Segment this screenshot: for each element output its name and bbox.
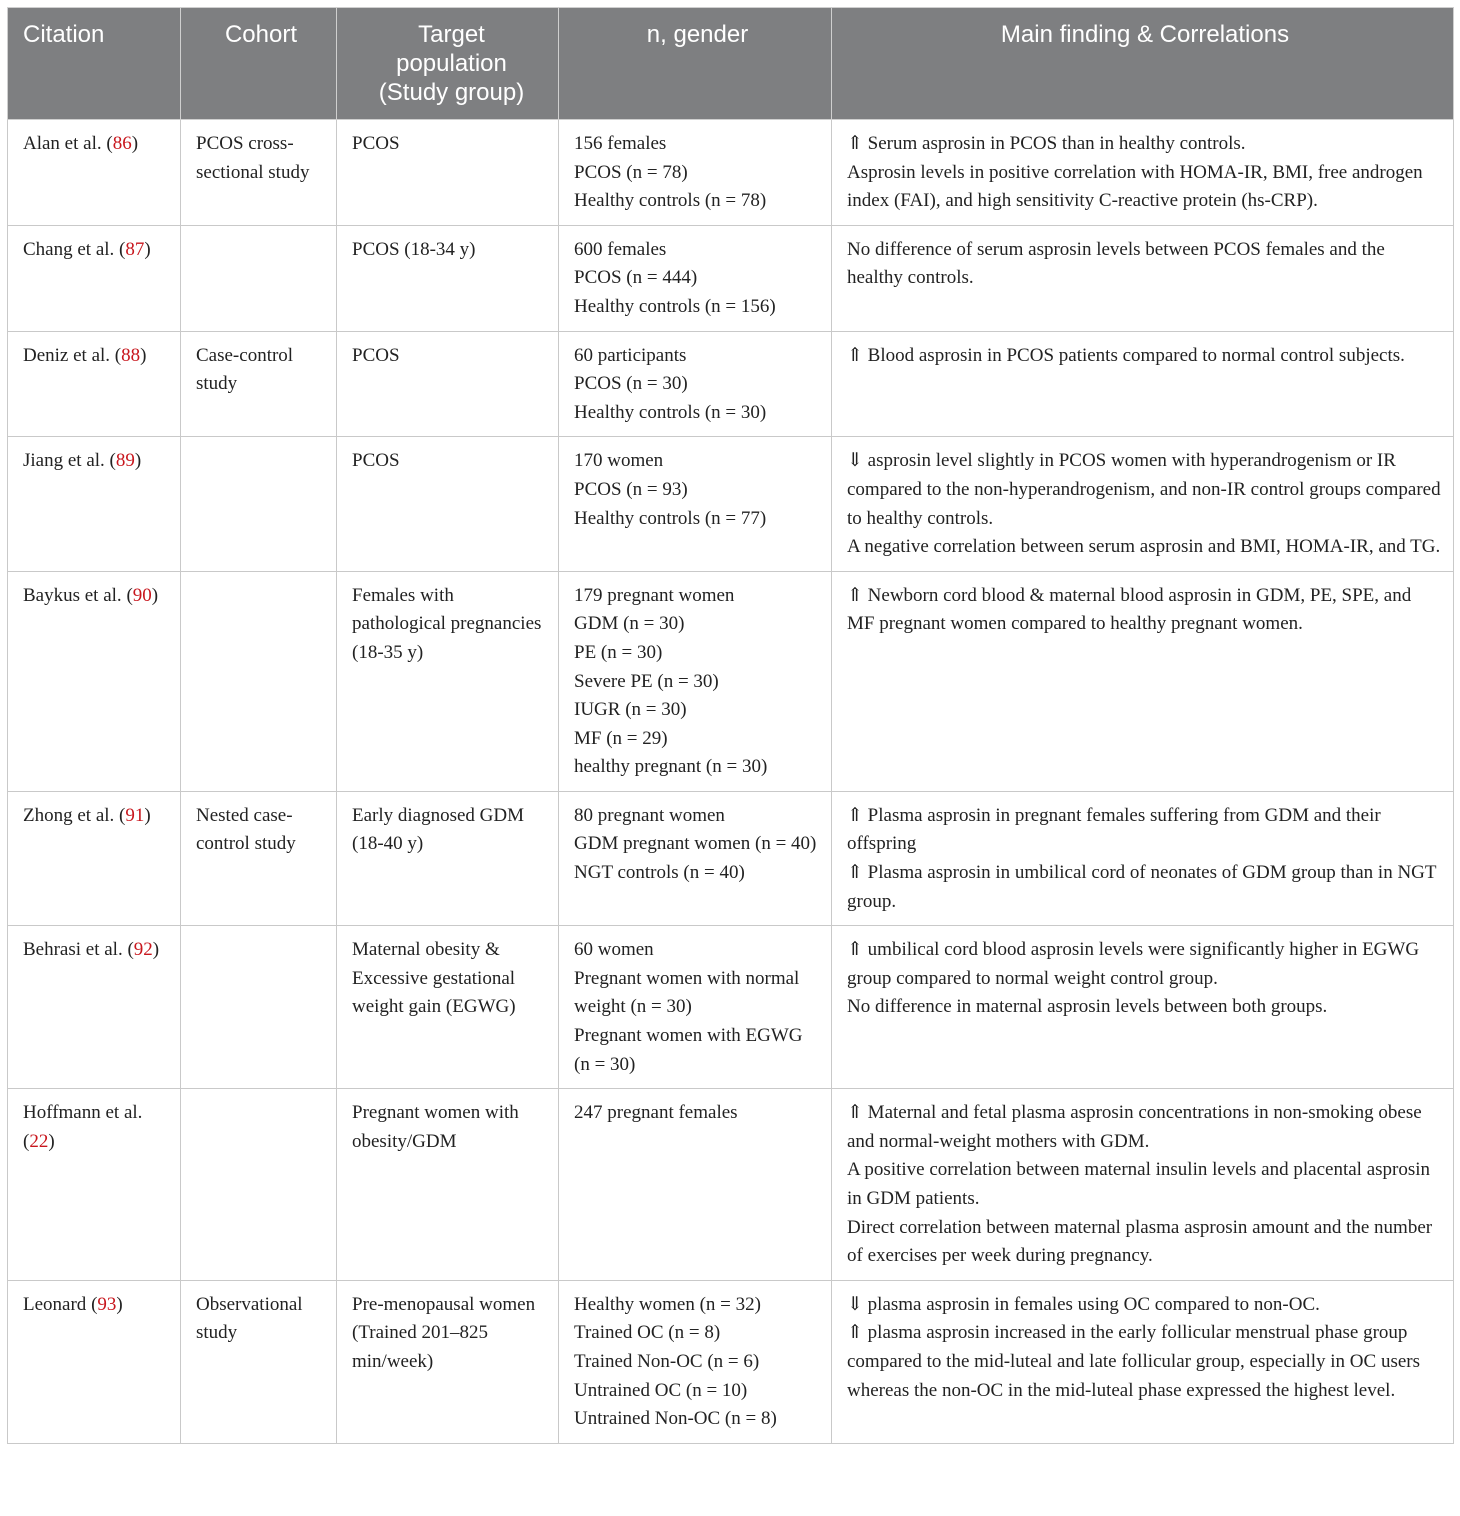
finding-line: ⇑ Newborn cord blood & maternal blood asprosin in GDM, PE, SPE, and MF pregnant women compared to healthy pregnant women.	[847, 584, 1412, 635]
n-gender-line: Untrained Non-OC (n = 8)	[574, 1408, 777, 1430]
main-finding-cell	[832, 791, 1454, 925]
citation-cell: Behrasi et al. (92)	[8, 926, 181, 1089]
citation-author: Hoffmann et al.	[23, 1102, 143, 1124]
n-gender-cell	[559, 437, 832, 571]
target-population-cell: Maternal obesity & Excessive gestational weight gain (EGWG)	[337, 926, 559, 1089]
citation-cell: Baykus et al. (90)	[8, 571, 181, 791]
finding-line: No difference in maternal asprosin levels between both groups.	[847, 996, 1328, 1018]
cohort-cell: Case-control study	[181, 331, 337, 437]
citation-author: Behrasi et al.	[23, 939, 123, 961]
n-gender-line: PCOS (n = 93)	[574, 478, 688, 500]
citation-author: Baykus et al.	[23, 584, 122, 606]
header-cohort: Cohort	[181, 8, 337, 120]
header-main-finding: Main finding & Correlations	[832, 8, 1454, 120]
table-row	[8, 331, 1454, 437]
cohort-cell: PCOS cross-sectional study	[181, 120, 337, 226]
citation-cell: Chang et al. (87)	[8, 225, 181, 331]
finding-line: No difference of serum asprosin levels between PCOS females and the healthy controls.	[847, 238, 1385, 289]
main-finding-cell	[832, 571, 1454, 791]
table-row	[8, 225, 1454, 331]
cohort-cell	[181, 571, 337, 791]
citation-reference-link[interactable]: 88	[121, 344, 141, 366]
table-row	[8, 437, 1454, 571]
target-population-cell: Pre-menopausal women (Trained 201–825 min/week)	[337, 1280, 559, 1443]
table-row	[8, 1280, 1454, 1443]
citation-reference-link[interactable]: 90	[132, 584, 152, 606]
n-gender-line: PE (n = 30)	[574, 641, 663, 663]
finding-line: ⇓ asprosin level slightly in PCOS women with hyperandrogenism or IR compared to the non-hyperandrogenism, and non-IR control groups compared to healthy controls.	[847, 450, 1441, 529]
target-population-cell: Early diagnosed GDM (18-40 y)	[337, 791, 559, 925]
finding-line: ⇑ umbilical cord blood asprosin levels were significantly higher in EGWG group compared to normal weight control group.	[847, 939, 1420, 989]
citation-author: Alan et al.	[23, 133, 102, 154]
n-gender-line: 247 pregnant females	[574, 1102, 738, 1124]
n-gender-line: PCOS (n = 444)	[574, 267, 698, 289]
n-gender-line: healthy pregnant (n = 30)	[574, 756, 768, 778]
finding-line: A negative correlation between serum asprosin and BMI, HOMA-IR, and TG.	[847, 536, 1441, 558]
target-population-cell: PCOS	[337, 437, 559, 571]
header-n-gender: n, gender	[559, 8, 832, 120]
n-gender-line: Severe PE (n = 30)	[574, 670, 719, 692]
n-gender-cell	[559, 120, 832, 226]
finding-line: ⇑ Maternal and fetal plasma asprosin concentrations in non-smoking obese and normal-weight mothers with GDM.	[847, 1102, 1422, 1152]
citation-cell: Leonard (93)	[8, 1280, 181, 1443]
n-gender-line: IUGR (n = 30)	[574, 699, 687, 721]
n-gender-line: GDM (n = 30)	[574, 613, 685, 635]
citation-cell: Zhong et al. (91)	[8, 791, 181, 925]
table-row	[8, 791, 1454, 925]
n-gender-line: NGT controls (n = 40)	[574, 862, 745, 884]
finding-line: ⇑ Plasma asprosin in pregnant females suffering from GDM and their offspring	[847, 804, 1381, 855]
header-target-population: Target population (Study group)	[337, 8, 559, 120]
cohort-cell: Nested case-control study	[181, 791, 337, 925]
target-population-cell: Pregnant women with obesity/GDM	[337, 1089, 559, 1281]
n-gender-cell	[559, 791, 832, 925]
main-finding-cell	[832, 926, 1454, 1089]
citation-cell: Hoffmann et al. (22)	[8, 1089, 181, 1281]
n-gender-line: 156 females	[574, 133, 667, 154]
citation-author: Jiang et al.	[23, 450, 105, 472]
cohort-cell	[181, 1089, 337, 1281]
asprosin-studies-table	[7, 7, 1454, 1444]
cohort-cell	[181, 437, 337, 571]
finding-line: ⇑ Serum asprosin in PCOS than in healthy controls.	[847, 133, 1246, 154]
n-gender-line: Healthy controls (n = 77)	[574, 507, 767, 529]
n-gender-cell	[559, 571, 832, 791]
finding-line: Asprosin levels in positive correlation with HOMA-IR, BMI, free androgen index (FAI), and high sensitivity C-reactive protein (hs-CRP).	[847, 161, 1423, 212]
finding-line: ⇓ plasma asprosin in females using OC compared to non-OC.	[847, 1293, 1320, 1315]
citation-reference-link[interactable]: 93	[97, 1293, 117, 1315]
target-population-cell: Females with pathological pregnancies (18-35 y)	[337, 571, 559, 791]
header-citation: Citation	[8, 8, 181, 120]
n-gender-line: Trained OC (n = 8)	[574, 1322, 721, 1344]
n-gender-line: Healthy controls (n = 78)	[574, 190, 767, 212]
cohort-cell	[181, 926, 337, 1089]
n-gender-cell	[559, 926, 832, 1089]
n-gender-line: Trained Non-OC (n = 6)	[574, 1350, 760, 1372]
header-row	[8, 8, 1454, 120]
target-population-cell: PCOS	[337, 120, 559, 226]
n-gender-line: 170 women	[574, 450, 664, 472]
n-gender-line: Pregnant women with normal weight (n = 30)	[574, 967, 800, 1018]
table-row	[8, 1089, 1454, 1281]
n-gender-line: PCOS (n = 78)	[574, 161, 688, 183]
n-gender-cell	[559, 225, 832, 331]
n-gender-line: Pregnant women with EGWG (n = 30)	[574, 1025, 803, 1075]
citation-reference-link[interactable]: 92	[133, 939, 153, 961]
citation-author: Leonard	[23, 1293, 87, 1315]
finding-line: ⇑ plasma asprosin increased in the early follicular menstrual phase group compared to the mid-luteal and late follicular group, especially in OC users whereas the non-OC in the mid-luteal phase expressed the highest level.	[847, 1322, 1420, 1401]
finding-line: A positive correlation between maternal insulin levels and placental asprosin in GDM patients.	[847, 1159, 1431, 1209]
n-gender-line: 60 participants	[574, 344, 687, 366]
citation-cell: Deniz et al. (88)	[8, 331, 181, 437]
table-row	[8, 926, 1454, 1089]
citation-author: Zhong et al.	[23, 804, 115, 826]
cohort-cell: Observational study	[181, 1280, 337, 1443]
citation-author: Deniz et al.	[23, 344, 111, 366]
citation-cell: Jiang et al. (89)	[8, 437, 181, 571]
citation-reference-link[interactable]: 91	[125, 804, 145, 826]
target-population-cell: PCOS	[337, 331, 559, 437]
cohort-cell	[181, 225, 337, 331]
main-finding-cell	[832, 331, 1454, 437]
main-finding-cell	[832, 120, 1454, 226]
n-gender-line: Healthy women (n = 32)	[574, 1293, 761, 1315]
citation-reference-link[interactable]: 22	[29, 1130, 49, 1152]
n-gender-cell	[559, 1280, 832, 1443]
finding-line: Direct correlation between maternal plasma asprosin amount and the number of exercises per week during pregnancy.	[847, 1216, 1433, 1267]
n-gender-line: 179 pregnant women	[574, 584, 735, 606]
table-row	[8, 120, 1454, 226]
citation-reference-link[interactable]: 86	[112, 133, 132, 154]
main-finding-cell	[832, 225, 1454, 331]
citation-reference-link[interactable]: 87	[125, 238, 145, 260]
finding-line: ⇑ Plasma asprosin in umbilical cord of neonates of GDM group than in NGT group.	[847, 862, 1437, 912]
n-gender-cell	[559, 1089, 832, 1281]
main-finding-cell	[832, 1089, 1454, 1281]
citation-author: Chang et al.	[23, 238, 115, 260]
n-gender-line: 60 women	[574, 939, 654, 961]
finding-line: ⇑ Blood asprosin in PCOS patients compared to normal control subjects.	[847, 344, 1405, 366]
n-gender-line: Untrained OC (n = 10)	[574, 1379, 748, 1401]
main-finding-cell	[832, 1280, 1454, 1443]
n-gender-line: Healthy controls (n = 30)	[574, 401, 767, 423]
n-gender-line: MF (n = 29)	[574, 727, 668, 749]
n-gender-cell	[559, 331, 832, 437]
n-gender-line: GDM pregnant women (n = 40)	[574, 833, 817, 855]
table-row	[8, 571, 1454, 791]
n-gender-line: PCOS (n = 30)	[574, 373, 688, 395]
main-finding-cell	[832, 437, 1454, 571]
n-gender-line: 600 females	[574, 238, 667, 260]
n-gender-line: Healthy controls (n = 156)	[574, 295, 776, 317]
citation-cell: Alan et al. (86)	[8, 120, 181, 226]
n-gender-line: 80 pregnant women	[574, 804, 725, 826]
citation-reference-link[interactable]: 89	[115, 450, 135, 472]
target-population-cell: PCOS (18-34 y)	[337, 225, 559, 331]
